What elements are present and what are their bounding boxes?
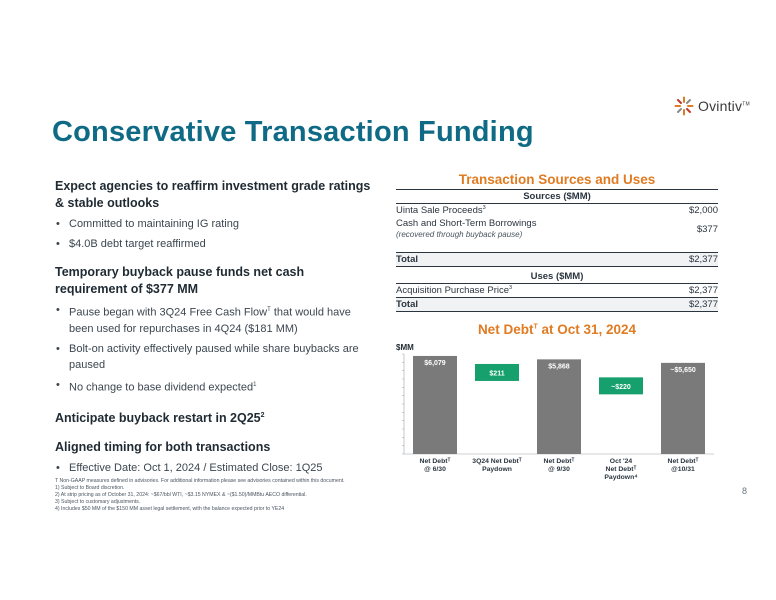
x-category-label: @10/31: [671, 466, 695, 473]
sources-header: Sources ($MM): [523, 191, 591, 202]
buyback-pause-heading: Temporary buyback pause funds net cash requirement of $377 MM: [55, 265, 305, 296]
sources-table: [396, 189, 718, 267]
buyback-pause-bullets: [55, 302, 375, 395]
aligned-timing-heading: Aligned timing for both transactions: [55, 440, 271, 455]
logo-text: Ovintiv™: [698, 98, 750, 114]
sources-total-row: Total $2,377: [396, 254, 718, 266]
footnote-4: 4) Includes $50 MM of the $150 MM asset legal settlement, with the balance expected prior to YE24: [55, 506, 285, 512]
bar-value-label: $6,079: [424, 359, 446, 367]
y-axis-label: $MM: [396, 343, 414, 352]
cash-subtext: (recovered through buyback pause): [396, 230, 523, 240]
x-category-label: @ 9/30: [548, 466, 570, 473]
agencies-heading: Expect agencies to reaffirm investment grade ratings & stable outlooks: [55, 179, 371, 210]
x-category-label: Oct '24: [609, 458, 633, 465]
bullet-dividend: • No change to base dividend expected$^1$: [55, 377, 375, 396]
agencies-bullets: [55, 216, 375, 252]
uses-total-row: Total $2,377: [396, 299, 718, 311]
bar-change-label: ~$220: [611, 383, 631, 391]
bar-value-label: $5,868: [548, 363, 570, 371]
x-category-label: Net Debtᵀ: [419, 458, 451, 465]
x-category-label: Net Debtᵀ: [543, 458, 575, 465]
net-debt-waterfall-chart: [396, 340, 718, 485]
bullet-debt-target: • $4.0B debt target reaffirmed: [55, 236, 375, 252]
footnote-2: 2) At strip pricing as of October 31, 2024: ~$67/bbl WTI, ~$3.15 NYMEX & ~($1.50)/MMBtu AECO differential.: [55, 492, 307, 498]
uses-row-acquisition: Acquisition Purchase Price$^3$ $2,377: [396, 285, 718, 297]
bullet-bolt-on: • Bolt-on activity effectively paused while share buybacks are paused: [55, 341, 375, 373]
footnote-3: 3) Subject to customary adjustments.: [55, 499, 141, 505]
bar-total: [413, 356, 457, 454]
uses-table: [396, 270, 718, 312]
key-points-panel: [55, 178, 375, 480]
footnote-t: T Non-GAAP measures defined in advisories. For additional information please see advisories contained within this document.: [55, 478, 345, 484]
net-debt-chart-title: Net Debt$^T$ at Oct 31, 2024: [477, 322, 637, 337]
page-title: Conservative Transaction Funding: [52, 116, 534, 148]
ovintiv-logo-mark-icon: [674, 96, 694, 116]
ovintiv-logo: [674, 96, 750, 116]
sources-row-cash: Cash and Short-Term Borrowings (recovered through buyback pause) $377: [396, 218, 718, 240]
x-category-label: Net Debtᵀ: [667, 458, 699, 465]
sources-row-uinta: Uinta Sale Proceeds$^3$ $2,000: [396, 205, 718, 217]
x-category-label: Paydown⁴: [604, 474, 638, 481]
aligned-timing-bullets: [55, 460, 375, 476]
bullet-effective-date: • Effective Date: Oct 1, 2024 / Estimated Close: 1Q25: [55, 460, 375, 476]
acquisition-value: $2,377: [688, 285, 718, 296]
x-category-label: 3Q24 Net Debtᵀ: [472, 458, 522, 465]
uses-header: Uses ($MM): [530, 271, 584, 282]
bar-total: [537, 359, 581, 454]
x-category-label: Paydown: [482, 466, 512, 473]
x-category-label: @ 6/30: [424, 466, 446, 473]
footnotes: [55, 478, 475, 513]
footnote-1: 1) Subject to Board discretion.: [55, 485, 125, 491]
bar-value-label: ~$5,650: [670, 366, 696, 374]
buyback-restart-heading: Anticipate buyback restart in $2Q25^2$: [55, 411, 265, 426]
bar-total: [661, 363, 705, 454]
uinta-value: $2,000: [688, 205, 718, 216]
page-number: 8: [742, 486, 748, 496]
bar-change-label: $211: [489, 370, 505, 378]
x-category-label: Net Debtᵀ: [605, 466, 637, 473]
sources-uses-title: Transaction Sources and Uses: [458, 172, 656, 187]
bullet-pause-began: • Pause began with 3Q24 Free Cash Flow$^T$ that would have been used for repurchases in 4Q24 ($181 MM): [55, 302, 375, 337]
bullet-ig-rating: • Committed to maintaining IG rating: [55, 216, 375, 232]
cash-value: $377: [696, 224, 718, 236]
